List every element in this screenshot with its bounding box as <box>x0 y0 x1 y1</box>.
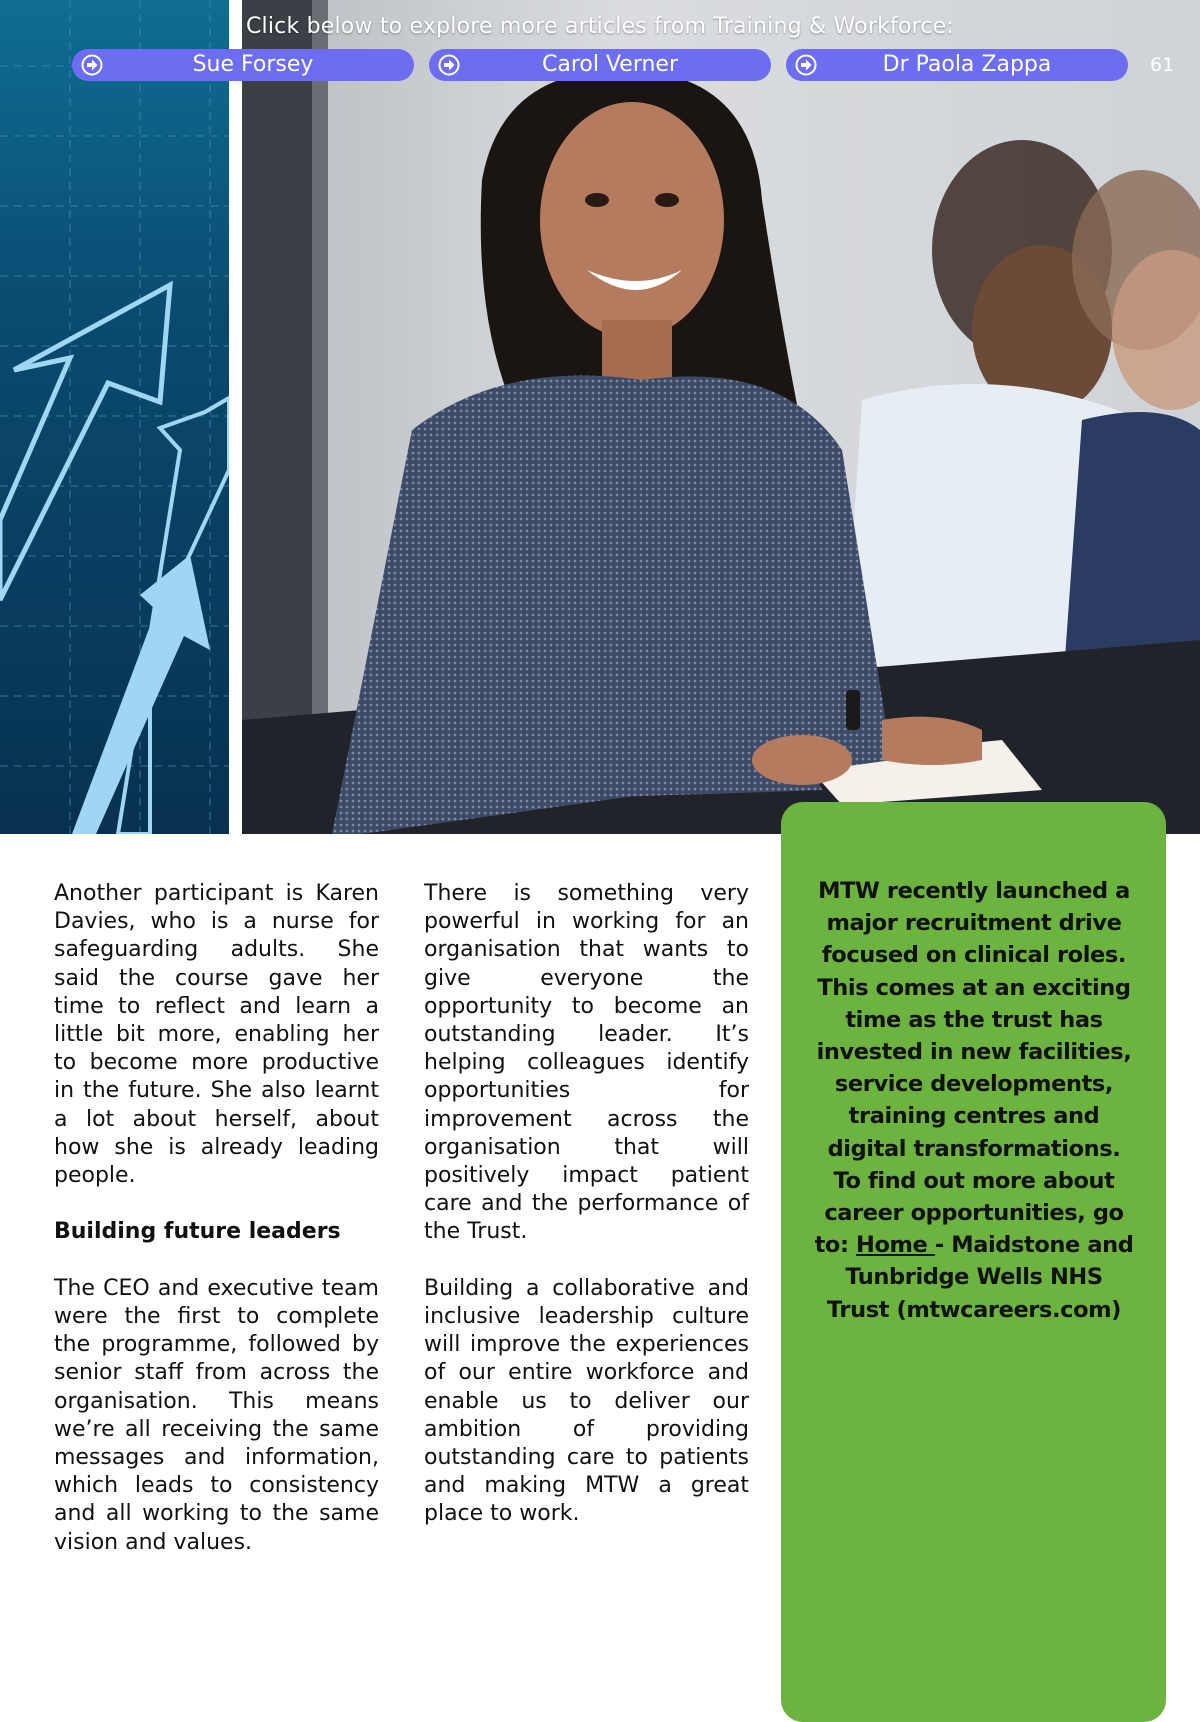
growth-arrows-graphic <box>0 0 229 834</box>
callout-link-tail: - Maidstone and Tunbridge Wells NHS Trust (mtwcareers.com) <box>826 1232 1134 1323</box>
article-link-carol-verner[interactable] <box>429 49 771 81</box>
arrow-right-circle-icon <box>81 54 103 76</box>
paragraph-outstanding-leader: There is something very powerful in working for an organisation that wants to give everyone the opportunity to become an outstanding leader. It’s helping colleagues identify opportunities for improvement across the organisation that will positively impact patient care and the performance of the Trust. <box>424 881 749 1245</box>
paragraph-leadership-culture: Building a collaborative and inclusive leadership culture will improve the experiences of our entire workforce and enable us to deliver our ambition of providing outstanding care to patients and making MTW a great place to work. <box>424 1275 749 1527</box>
careers-home-link[interactable]: Home <box>856 1232 935 1259</box>
recruitment-callout-text <box>812 875 1136 1326</box>
article-link-label: Sue Forsey <box>192 52 314 77</box>
article-column-middle <box>424 880 749 1557</box>
article-link-label: Carol Verner <box>541 52 679 77</box>
article-link-dr-paola-zappa[interactable] <box>786 49 1128 81</box>
paragraph-karen-davies: Another participant is Karen Davies, who is a nurse for safeguarding adults. She said the course gave her time to reflect and learn a little bit more, enabling her to become more productive in the future. She also learnt a lot about herself, about how she is already leading people. <box>54 881 379 1189</box>
callout-body: MTW recently launched a major recruitment drive focused on clinical roles. This comes at an exciting time as the trust has invested in new facilities, service developments, training centres and digital transformations. To find out more about career opportunities, go to: <box>814 878 1132 1259</box>
decorative-arrow-panel <box>0 0 229 834</box>
section-heading: Building future leaders <box>54 1219 341 1245</box>
related-articles-caption: Click below to explore more articles from Training & Workforce: <box>245 14 955 39</box>
article-column-left <box>54 880 379 1585</box>
paragraph-ceo-programme: The CEO and executive team were the first to complete the programme, followed by senior staff from across the organisation. This means we’re all receiving the same messages and information, which leads to consistency and all working to the same vision and values. <box>54 1275 379 1555</box>
article-link-sue-forsey[interactable] <box>72 49 414 81</box>
hero-photo-group-at-desk <box>242 0 1200 834</box>
panel-gutter <box>229 0 242 834</box>
article-link-label: Dr Paola Zappa <box>882 52 1052 77</box>
page-number: 61 <box>1150 54 1175 76</box>
arrow-right-circle-icon <box>438 54 460 76</box>
photo-illustration <box>242 0 1200 834</box>
arrow-right-circle-icon <box>795 54 817 76</box>
